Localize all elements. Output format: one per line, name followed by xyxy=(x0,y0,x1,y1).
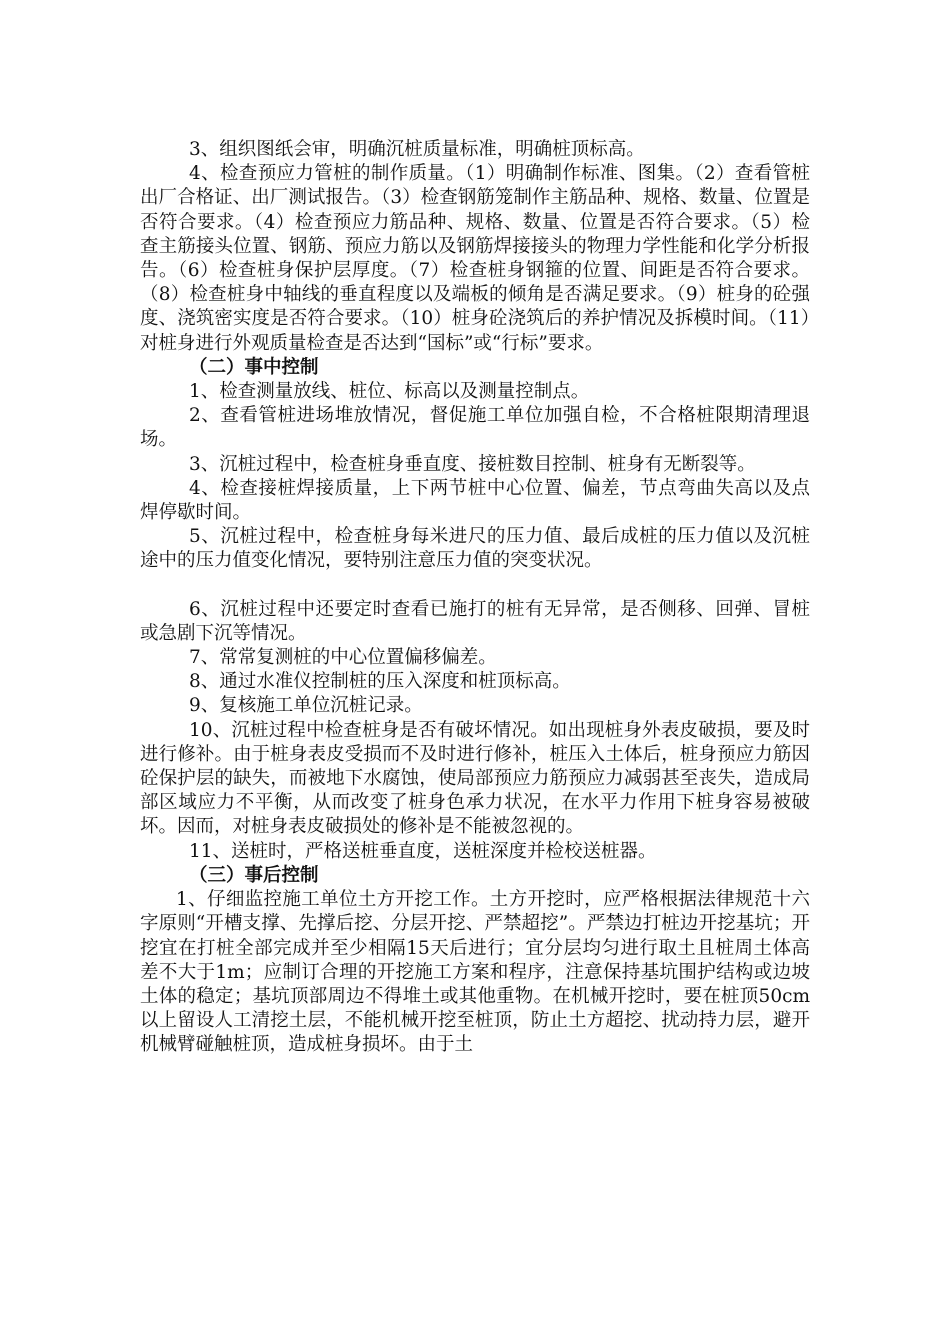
paragraph-in-process-8: 8、通过水准仪控制桩的压入深度和桩顶标高。 xyxy=(189,671,571,693)
paragraph-post-control-1: 1、仔细监控施工单位土方开挖工作。土方开挖时，应严格根据法律规范十六字原则“开槽支撑、先撑后挖、分层开挖、严禁超挖”。严禁边打桩边开挖基坑；开挖宜在打桩全部完成并至少相隔15天后进行；宜分层均匀进行取土且桩周土体高差不大于1m；应制订合理的开挖施工方案和程序，注意保持基坑围护结构或边坡土体的稳定；基坑顶部周边不得堆土或其他重物。在机械开挖时，要在桩顶50cm以上留设人工清挖土层，不能机械开挖至桩顶，防止土方超挖、扰动持力层，避开机械臂碰触桩顶，造成桩身损坏。由于土 xyxy=(140,889,810,1056)
paragraph-in-process-5: 5、沉桩过程中，检查桩身每米进尺的压力值、最后成桩的压力值以及沉桩途中的压力值变化情况，要特别注意压力值的突变状况。 xyxy=(140,526,810,572)
paragraph-in-process-11: 11、送桩时，严格送桩垂直度，送桩深度并检校送桩器。 xyxy=(189,840,657,862)
paragraph-item-4-manufacturing-quality: 4、检查预应力管桩的制作质量。（1）明确制作标准、图集。（2）查看管桩出厂合格证、出厂测试报告。（3）检查钢筋笼制作主筋品种、规格、数量、位置是否符合要求。（4）检查预应力筋品种、规格、数量、位置是否符合要求。（5）检查主筋接头位置、钢筋、预应力筋以及钢筋焊接接头的物理力学性能和化学分析报告。（6）检查桩身保护层厚度。（7）检查桩身钢箍的位置、间距是否符合要求。（8）检查桩身中轴线的垂直程度以及端板的倾角是否满足要求。（9）桩身的砼强度、浇筑密实度是否符合要求。（10）桩身砼浇筑后的养护情况及拆模时间。（11）对桩身进行外观质量检查是否达到“国标”或“行标”要求。 xyxy=(140,163,810,354)
paragraph-in-process-2: 2、查看管桩进场堆放情况，督促施工单位加强自检，不合格桩限期清理退场。 xyxy=(140,405,810,451)
paragraph-in-process-7: 7、常常复测桩的中心位置偏移偏差。 xyxy=(189,647,497,669)
blank-line xyxy=(140,574,810,598)
paragraph-in-process-9: 9、复核施工单位沉桩记录。 xyxy=(189,695,423,717)
paragraph-in-process-10: 10、沉桩过程中检查桩身是否有破坏情况。如出现桩身外表皮破损，要及时进行修补。由于桩身表皮受损而不及时进行修补，桩压入土体后，桩身预应力筋因砼保护层的缺失，而被地下水腐蚀，使局部预应力筋预应力减弱甚至丧失，造成局部区域应力不平衡，从而改变了桩身色承力状况，在水平力作用下桩身容易被破坏。因而，对桩身表皮破损处的修补是不能被忽视的。 xyxy=(140,719,810,838)
paragraph-in-process-3: 3、沉桩过程中，检查桩身垂直度、接桩数目控制、桩身有无断裂等。 xyxy=(189,453,756,475)
paragraph-in-process-6: 6、沉桩过程中还要定时查看已施打的桩有无异常，是否侧移、回弹、冒桩或急剧下沉等情况。 xyxy=(140,598,810,644)
section-heading-in-process-control: （二）事中控制 xyxy=(189,356,319,378)
paragraph-item-3: 3、组织图纸会审，明确沉桩质量标准，明确桩顶标高。 xyxy=(189,139,645,160)
paragraph-in-process-4: 4、检查接桩焊接质量，上下两节桩中心位置、偏差，节点弯曲失高以及点焊停歇时间。 xyxy=(140,477,810,524)
section-heading-post-control: （三）事后控制 xyxy=(189,864,319,886)
paragraph-in-process-1: 1、检查测量放线、桩位、标高以及测量控制点。 xyxy=(189,381,590,403)
